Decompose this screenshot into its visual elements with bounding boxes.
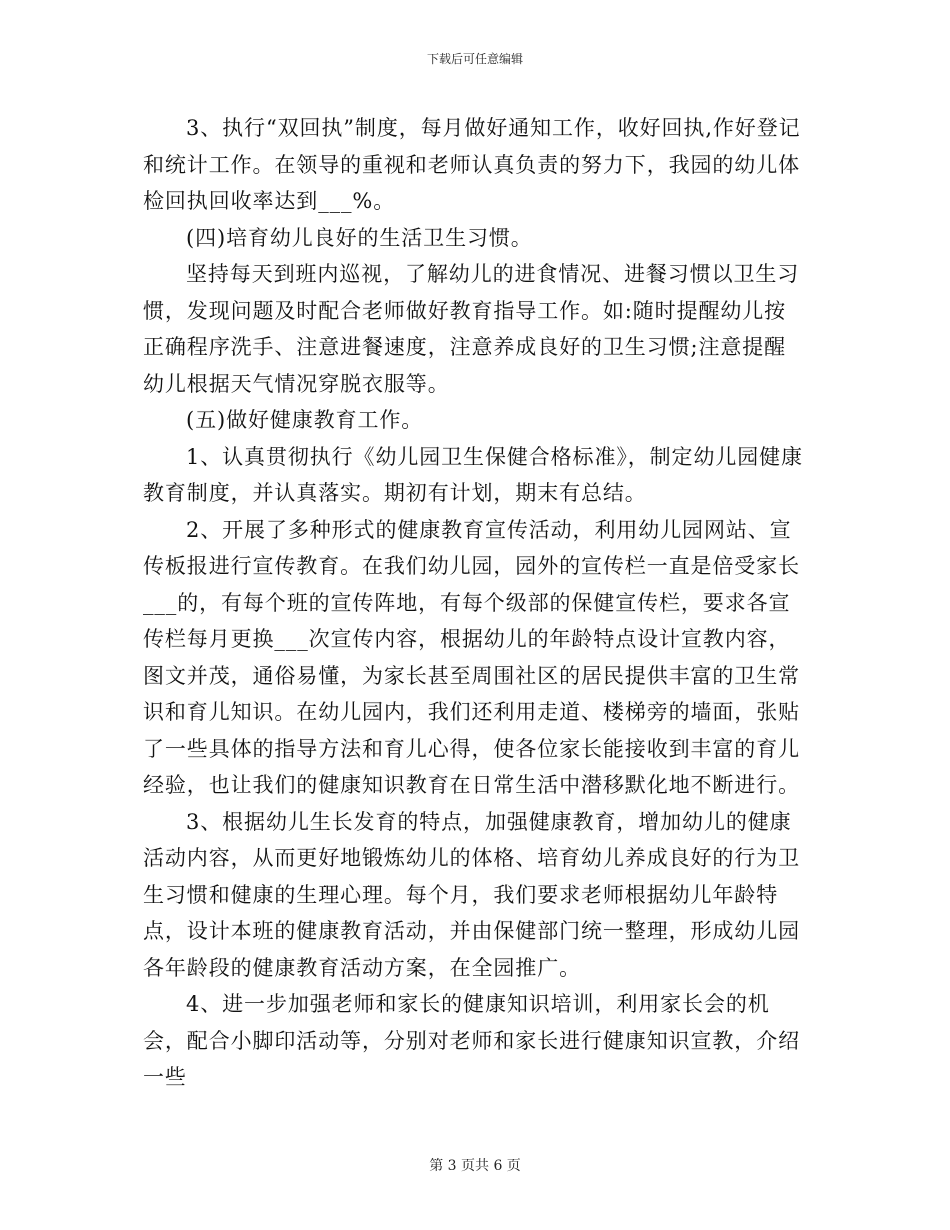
page-number-footer: 第 3 页共 6 页: [429, 1158, 521, 1174]
paragraph-item-1-standards: 1、认真贯彻执行《幼儿园卫生保健合格标准》，制定幼儿园健康教育制度，并认真落实。期初有计划，期末有总结。: [143, 444, 803, 505]
document-body: [143, 110, 803, 1096]
section-heading-5: (五)做好健康教育工作。: [186, 408, 424, 432]
paragraph-item-3-receipt: 3、执行“双回执”制度，每月做好通知工作，收好回执,作好登记和统计工作。在领导的重视和老师认真负责的努力下，我园的幼儿体检回执回收率达到___%。: [143, 116, 801, 213]
paragraph-item-3-health-education: 3、根据幼儿生长发育的特点，加强健康教育，增加幼儿的健康活动内容，从而更好地锻炼幼儿的体格、培育幼儿养成良好的行为卫生习惯和健康的生理心理。每个月，我们要求老师根据幼儿年龄特点，设计本班的健康教育活动，并由保健部门统一整理，形成幼儿园各年龄段的健康教育活动方案，在全园推广。: [143, 809, 800, 980]
paragraph-daily-inspection: 坚持每天到班内巡视，了解幼儿的进食情况、进餐习惯以卫生习惯，发现问题及时配合老师做好教育指导工作。如:随时提醒幼儿按正确程序洗手、注意进餐速度，注意养成良好的卫生习惯;注意提醒幼儿根据天气情况穿脱衣服等。: [143, 262, 800, 396]
page-header: 下载后可任意编辑: [426, 52, 523, 66]
paragraph-item-2-publicity: 2、开展了多种形式的健康教育宣传活动，利用幼儿园网站、宣传板报进行宣传教育。在我们幼儿园，园外的宣传栏一直是倍受家长___的，有每个班的宣传阵地，有每个级部的保健宣传栏，要求各宣传栏每月更换___次宣传内容，根据幼儿的年龄特点设计宣教内容，图文并茂，通俗易懂，为家长甚至周围社区的居民提供丰富的卫生常识和育儿知识。在幼儿园内，我们还利用走道、楼梯旁的墙面，张贴了一些具体的指导方法和育儿心得，使各位家长能接收到丰富的育儿经验，也让我们的健康知识教育在日常生活中潜移默化地不断进行。: [143, 517, 800, 797]
section-heading-4: (四)培育幼儿良好的生活卫生习惯。: [186, 225, 533, 250]
paragraph-item-4-training: 4、进一步加强老师和家长的健康知识培训，利用家长会的机会，配合小脚印活动等，分别对老师和家长进行健康知识宣教，介绍一些: [143, 992, 800, 1089]
